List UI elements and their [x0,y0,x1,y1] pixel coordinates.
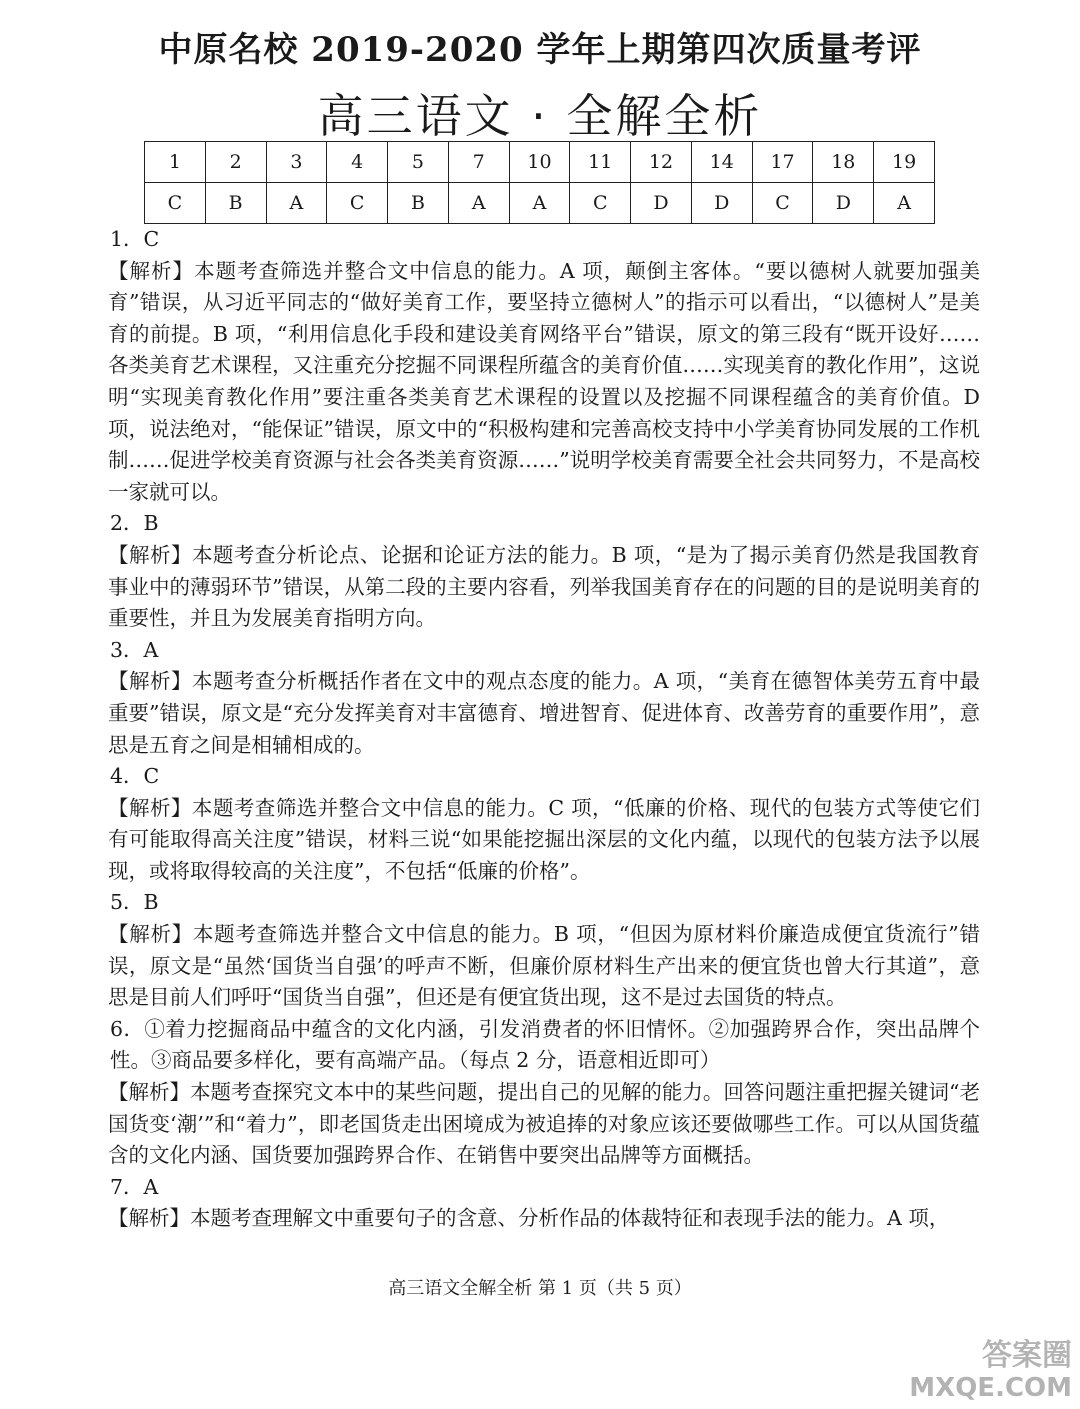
answer-cell: A [509,183,570,224]
watermark-logo: 答案圈 [982,1338,1072,1373]
answer-cell: C [752,183,813,224]
question-answer-3: 3．A [110,637,159,662]
explanation-4: 【解析】本题考查筛选并整合文中信息的能力。C 项，“低廉的价格、现代的包装方式等使它们有可能取得高关注度”错误，材料三说“如果能挖掘出深层的文化内蕴，以现代的包装方法予以展现，或将取得较高的关注度”，不包括“低廉的价格”。 [108,795,980,883]
question-number-cell: 7 [448,142,509,183]
site-watermark [909,1339,1072,1403]
answer-cell: B [388,183,449,224]
explanation-6: 【解析】本题考查探究文本中的某些问题，提出自己的见解的能力。回答问题注重把握关键词“老国货变‘潮’”和“着力”，即老国货走出困境成为被追捧的对象应该还要做哪些工作。可以从国货蕴含的文化内涵、国货要加强跨界合作、在销售中要突出品牌等方面概括。 [108,1080,980,1168]
question-number-cell: 4 [327,142,388,183]
answer-cell: D [813,183,874,224]
answer-cell: C [570,183,631,224]
question-number-cell: 1 [145,142,206,183]
question-number-cell: 14 [691,142,752,183]
question-answer-2: 2．B [110,511,159,536]
answer-cell: C [145,183,206,224]
question-answer-1: 1．C [110,227,160,251]
question-number-cell: 3 [266,142,327,183]
explanation-5: 【解析】本题考查筛选并整合文中信息的能力。B 项，“但因为原材料价廉造成便宜货流行”错误，原文是“虽然‘国货当自强’的呼声不断，但廉价原材料生产出来的便宜货也曾大行其道”，意思是目前人们呼吁“国货当自强”，但还是有便宜货出现，这不是过去国货的特点。 [108,922,980,1010]
question-answer-7: 7．A [110,1174,159,1199]
answer-cell: A [448,183,509,224]
question-answer-6: 6．①着力挖掘商品中蕴含的文化内涵，引发消费者的怀旧情怀。②加强跨界合作，突出品牌个性。③商品要多样化，要有高端产品。（每点 2 分，语意相近即可） [110,1016,980,1073]
answer-cell: D [691,183,752,224]
answer-cell: A [266,183,327,224]
exam-title: 中原名校 2019-2020 学年上期第四次质量考评 [158,30,922,70]
explanation-7: 【解析】本题考查理解文中重要句子的含意、分析作品的体裁特征和表现手法的能力。A 项， [108,1206,950,1231]
document-title: 高三语文 · 全解全析 [317,89,763,143]
question-number-cell: 19 [874,142,935,183]
answer-cell: D [631,183,692,224]
explanation-1: 【解析】本题考查筛选并整合文中信息的能力。A 项，颠倒主客体。“要以德树人就要加强美育”错误，从习近平同志的“做好美育工作，要坚持立德树人”的指示可以看出，“以德树人”是美育的前提。B 项，“利用信息化手段和建设美育网络平台”错误，原文的第三段有“既开设好……各类美育艺术课程，又注重充分挖掘不同课程所蕴含的美育价值……实现美育的教化作用”，这说明“实现美育教化作用”要注重各类美育艺术课程的设置以及挖掘不同课程蕴含的美育价值。D 项，说法绝对，“能保证”错误，原文中的“积极构建和完善高校支持中小学美育协同发展的工作机制……促进学校美育资源与社会各类美育资源……”说明学校美育需要全社会共同努力，不是高校一家就可以。 [108,258,980,504]
question-number-cell: 2 [205,142,266,183]
explanations-body [108,224,980,1235]
question-number-cell: 18 [813,142,874,183]
question-answer-5: 5．B [110,890,159,915]
question-number-cell: 17 [752,142,813,183]
answer-cell: B [205,183,266,224]
question-answer-4: 4．C [110,764,160,789]
answer-table-answers-row [145,183,935,224]
question-number-cell: 5 [388,142,449,183]
answer-table [144,141,935,224]
page-footer: 高三语文全解全析 第 1 页（共 5 页） [388,1278,692,1299]
answer-table-numbers-row [145,142,935,183]
question-number-cell: 11 [570,142,631,183]
explanation-2: 【解析】本题考查分析论点、论据和论证方法的能力。B 项，“是为了揭示美育仍然是我国教育事业中的薄弱环节”错误，从第二段的主要内容看，列举我国美育存在的问题的目的是说明美育的重要性，并且为发展美育指明方向。 [108,542,980,631]
answer-cell: A [874,183,935,224]
question-number-cell: 12 [631,142,692,183]
explanation-3: 【解析】本题考查分析概括作者在文中的观点态度的能力。A 项，“美育在德智体美劳五育中最重要”错误，原文是“充分发挥美育对丰富德育、增进智育、促进体育、改善劳育的重要作用”，意思是五育之间是相辅相成的。 [108,669,980,757]
question-number-cell: 10 [509,142,570,183]
answer-cell: C [327,183,388,224]
watermark-site: MXQE.COM [909,1373,1072,1403]
